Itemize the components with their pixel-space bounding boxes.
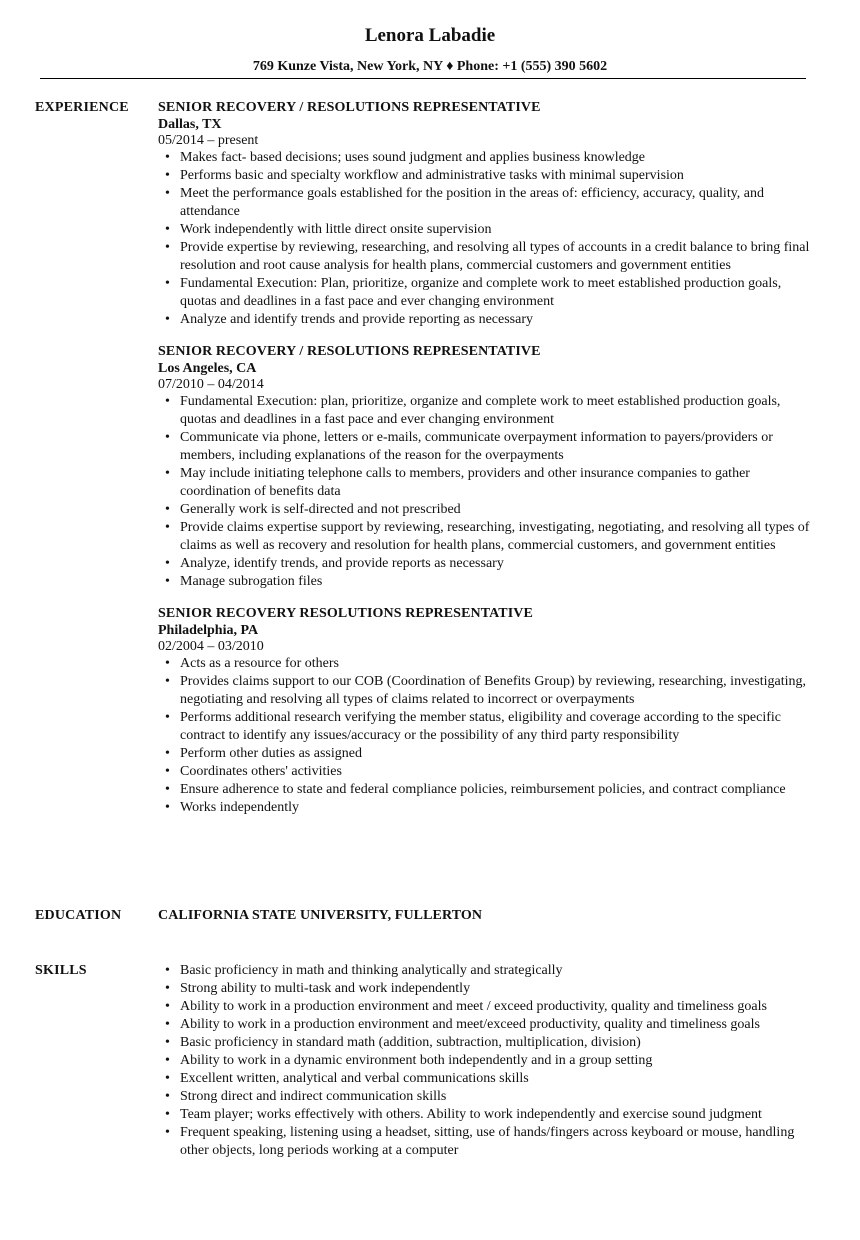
- bullet-item: • Coordinates others' activities: [158, 763, 818, 781]
- skill-item: • Strong ability to multi-task and work independently: [158, 980, 818, 998]
- job-entry: [158, 99, 818, 329]
- skill-item: • Excellent written, analytical and verbal communications skills: [158, 1070, 818, 1088]
- experience-heading: EXPERIENCE: [35, 100, 129, 115]
- job-title: SENIOR RECOVERY / RESOLUTIONS REPRESENTATIVE: [158, 100, 541, 115]
- bullet-item: • Analyze and identify trends and provide reporting as necessary: [158, 311, 818, 329]
- bullet-item: • Provides claims support to our COB (Coordination of Benefits Group) by reviewing, researching, investigating, negotiating and resolving all types of claims related to incorrect or overpayments: [158, 673, 818, 709]
- job-dates: 07/2010 – 04/2014: [158, 377, 264, 392]
- bullet-item: • Performs basic and specialty workflow and administrative tasks with minimal supervision: [158, 167, 818, 185]
- job-dates: 02/2004 – 03/2010: [158, 639, 264, 654]
- resume-header: [0, 24, 860, 76]
- job-location: Philadelphia, PA: [158, 623, 259, 638]
- bullet-item: • Performs additional research verifying the member status, eligibility and coverage according to the specific contract to identify any issues/accuracy or the possibility of any third party responsibility: [158, 709, 818, 745]
- bullet-item: • Provide claims expertise support by reviewing, researching, investigating, negotiating, and resolving all types of claims as well as recovery and resolution for health plans, commercial customers, and government entities: [158, 519, 818, 555]
- skills-list: [158, 962, 818, 1160]
- bullet-item: • Makes fact- based decisions; uses sound judgment and applies business knowledge: [158, 149, 818, 167]
- skill-item: • Frequent speaking, listening using a headset, sitting, use of hands/fingers across keyboard or mouse, handling other objects, long periods working at a computer: [158, 1124, 818, 1160]
- job-dates: 05/2014 – present: [158, 133, 259, 148]
- job-title: SENIOR RECOVERY RESOLUTIONS REPRESENTATIVE: [158, 606, 533, 621]
- job-location: Los Angeles, CA: [158, 361, 257, 376]
- education-heading: EDUCATION: [35, 908, 122, 923]
- job-bullets: [158, 655, 818, 817]
- skill-item: • Strong direct and indirect communication skills: [158, 1088, 818, 1106]
- school-name: CALIFORNIA STATE UNIVERSITY, FULLERTON: [158, 908, 483, 923]
- job-entry: [158, 605, 818, 817]
- job-entry: [158, 343, 818, 591]
- bullet-item: • Fundamental Execution: plan, prioritize, organize and complete work to meet established production goals, quotas and deadlines in a fast pace and ever changing environment: [158, 393, 818, 429]
- skills-heading: SKILLS: [35, 963, 87, 978]
- job-title: SENIOR RECOVERY / RESOLUTIONS REPRESENTATIVE: [158, 344, 541, 359]
- bullet-item: • Work independently with little direct onsite supervision: [158, 221, 818, 239]
- bullet-item: • Communicate via phone, letters or e-mails, communicate overpayment information to payers/providers or members, including explanations of the reason for the overpayments: [158, 429, 818, 465]
- candidate-name: Lenora Labadie: [364, 25, 496, 46]
- bullet-item: • Generally work is self-directed and not prescribed: [158, 501, 818, 519]
- skill-item: • Ability to work in a production environment and meet / exceed productivity, quality and timeliness goals: [158, 998, 818, 1016]
- bullet-item: • Meet the performance goals established for the position in the areas of: efficiency, accuracy, quality, and attendance: [158, 185, 818, 221]
- skill-item: • Basic proficiency in standard math (addition, subtraction, multiplication, division): [158, 1034, 818, 1052]
- job-bullets: [158, 393, 818, 591]
- bullet-item: • Works independently: [158, 799, 818, 817]
- bullet-item: • Fundamental Execution: Plan, prioritize, organize and complete work to meet established production goals, quotas and deadlines in a fast pace and ever changing environment: [158, 275, 818, 311]
- bullet-item: • Manage subrogation files: [158, 573, 818, 591]
- skill-item: • Ability to work in a production environment and meet/exceed productivity, quality and timeliness goals: [158, 1016, 818, 1034]
- header-divider: [40, 78, 806, 79]
- bullet-item: • Analyze, identify trends, and provide reports as necessary: [158, 555, 818, 573]
- job-location: Dallas, TX: [158, 117, 222, 132]
- skill-item: • Basic proficiency in math and thinking analytically and strategically: [158, 962, 818, 980]
- skill-item: • Ability to work in a dynamic environment both independently and in a group setting: [158, 1052, 818, 1070]
- bullet-item: • Provide expertise by reviewing, researching, and resolving all types of accounts in a credit balance to bring final resolution and root cause analysis for health plans, commercial customers and government entities: [158, 239, 818, 275]
- bullet-item: • Ensure adherence to state and federal compliance policies, reimbursement policies, and contract compliance: [158, 781, 818, 799]
- job-bullets: [158, 149, 818, 329]
- contact-line: 769 Kunze Vista, New York, NY ♦ Phone: +1 (555) 390 5602: [252, 59, 608, 74]
- bullet-item: • May include initiating telephone calls to members, providers and other insurance companies to gather coordination of benefits data: [158, 465, 818, 501]
- skill-item: • Team player; works effectively with others. Ability to work independently and exercise sound judgment: [158, 1106, 818, 1124]
- bullet-item: • Acts as a resource for others: [158, 655, 818, 673]
- bullet-item: • Perform other duties as assigned: [158, 745, 818, 763]
